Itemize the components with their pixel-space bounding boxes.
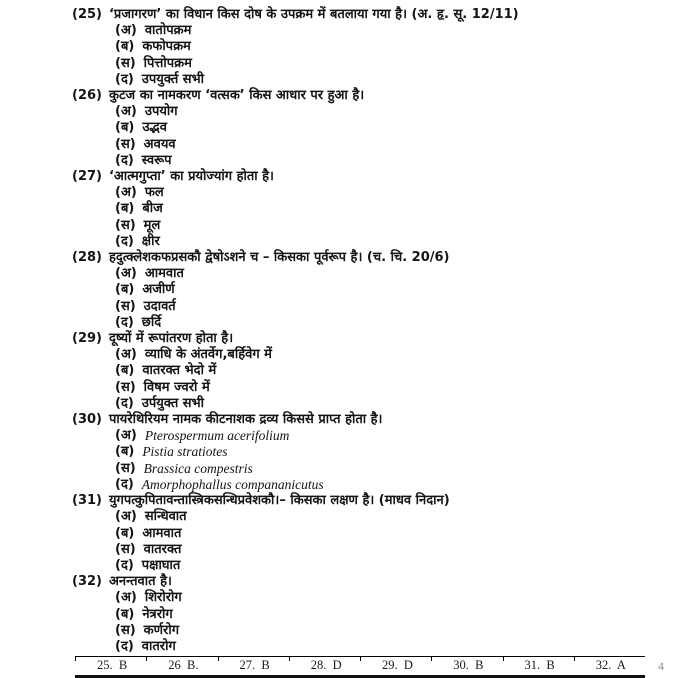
option-label: (स)	[115, 298, 136, 314]
option-label: (अ)	[115, 23, 137, 39]
option-label: (ब)	[115, 444, 135, 460]
option-label: (अ)	[115, 509, 137, 525]
option-row	[72, 23, 680, 39]
option-text: सन्धिवात	[144, 509, 187, 525]
option-label: (ब)	[115, 525, 135, 541]
option-label: (स)	[115, 136, 136, 152]
question-text: हदुत्क्लेशकफप्रसकौ द्वेषोऽशने च – किसका पूर्वरूप है। (च. चि. 20/6)	[108, 250, 450, 266]
question-block	[72, 412, 680, 493]
question-text: ‘प्रजागरण’ का विधान किस दोष के उपक्रम में बतलाया गया है। (अ. हृ. सू. 12/11)	[108, 7, 519, 22]
answer-cell: 29. D	[360, 658, 431, 673]
option-text: अजीर्ण	[142, 282, 175, 298]
question-number: (32)	[72, 574, 102, 590]
option-label: (द)	[115, 233, 134, 249]
option-label: (द)	[115, 395, 134, 411]
option-text: शिरोरोग	[144, 590, 182, 606]
option-label: (स)	[115, 622, 136, 638]
option-text: बीज	[142, 201, 163, 217]
option-text: कफोपक्रम	[142, 39, 191, 55]
option-label: (ब)	[115, 282, 135, 298]
answer-cell: 27. B	[218, 658, 289, 673]
option-label: (ब)	[115, 201, 135, 217]
option-row	[72, 590, 680, 606]
option-row	[72, 380, 680, 396]
option-text: फल	[144, 185, 164, 201]
option-row	[72, 39, 680, 55]
option-text: उद्भव	[142, 120, 167, 136]
option-text: मूल	[143, 217, 161, 233]
option-row	[72, 56, 680, 72]
option-text: व्याधि के अंतर्वेग,बर्हिवेग में	[144, 347, 272, 363]
option-row	[72, 526, 680, 542]
question-block	[72, 331, 680, 412]
option-text: क्षीर	[141, 233, 160, 249]
option-row	[72, 153, 680, 169]
option-row	[72, 201, 680, 217]
option-row	[72, 428, 680, 444]
option-text: कर्णरोग	[143, 622, 180, 638]
option-row	[72, 185, 680, 201]
option-text: उर्पयुक्त सभी	[141, 395, 205, 411]
option-row	[72, 477, 680, 493]
option-row	[72, 282, 680, 298]
option-row	[72, 266, 680, 282]
question-number: (28)	[72, 250, 102, 266]
option-row	[72, 396, 680, 412]
option-label: (अ)	[115, 104, 137, 120]
question-text: अनन्तवात है।	[108, 574, 172, 590]
option-row	[72, 315, 680, 331]
option-text: नेत्ररोग	[142, 606, 173, 622]
option-row	[72, 363, 680, 379]
option-row	[72, 234, 680, 250]
option-text: अवयव	[143, 136, 176, 152]
question-block	[72, 88, 680, 169]
question-number: (27)	[72, 169, 102, 185]
question-text: युगपत्कुपितावन्तास्त्रिकसन्धिप्रवेशकौ।– किसका लक्षण है। (माधव निदान)	[108, 493, 450, 509]
option-row	[72, 558, 680, 574]
option-label: (ब)	[115, 606, 135, 622]
answer-cell: 30. B	[431, 658, 502, 673]
option-text: पक्षाघात	[141, 557, 181, 573]
option-label: (अ)	[115, 428, 137, 444]
question-block	[72, 574, 680, 655]
option-label: (स)	[115, 541, 136, 557]
option-text: उपयोग	[144, 104, 178, 120]
option-label: (स)	[115, 460, 136, 476]
question-block	[72, 7, 680, 88]
option-row	[72, 137, 680, 153]
option-text: आमवात	[142, 525, 182, 541]
question-block	[72, 250, 680, 331]
question-number: (26)	[72, 88, 102, 104]
question-block	[72, 493, 680, 574]
option-text: वातरोग	[141, 638, 176, 654]
option-text: Pistia stratiotes	[142, 444, 228, 460]
question-text: दूष्यों में रूपांतरण होता है।	[108, 331, 234, 347]
option-label: (अ)	[115, 590, 137, 606]
option-row	[72, 444, 680, 460]
page-number: 4	[658, 659, 664, 673]
answer-cell: 25. B	[75, 658, 146, 673]
question-block	[72, 169, 680, 250]
option-label: (द)	[115, 71, 134, 87]
answer-cell: 32. A	[574, 658, 645, 673]
option-text: उपयुर्क्त सभी	[141, 71, 205, 87]
option-row	[72, 542, 680, 558]
option-text: वातरक्त भेदो में	[142, 363, 217, 379]
option-label: (अ)	[115, 266, 137, 282]
option-label: (स)	[115, 217, 136, 233]
answer-cell: 31. B	[503, 658, 574, 673]
option-label: (स)	[115, 55, 136, 71]
question-number: (31)	[72, 493, 102, 509]
option-label: (स)	[115, 379, 136, 395]
option-text: पित्तोपक्रम	[143, 55, 192, 71]
question-text: ‘आत्मगुप्ता’ का प्रयोज्यांग होता है।	[108, 169, 274, 185]
option-text: विषम ज्वरो में	[143, 379, 210, 395]
option-row	[72, 623, 680, 639]
option-label: (द)	[115, 476, 134, 492]
option-text: Pterospermum acerifolium	[144, 428, 290, 444]
option-label: (द)	[115, 638, 134, 654]
question-number: (30)	[72, 412, 102, 428]
option-text: स्वरूप	[141, 152, 172, 168]
option-text: वातोपक्रम	[144, 23, 192, 39]
option-label: (अ)	[115, 185, 137, 201]
option-label: (द)	[115, 314, 134, 330]
option-row	[72, 299, 680, 315]
answer-cell: 28. D	[289, 658, 360, 673]
option-label: (द)	[115, 152, 134, 168]
option-text: आमवात	[144, 266, 184, 282]
option-text: Brassica compestris	[143, 460, 253, 476]
option-row	[72, 104, 680, 120]
option-label: (ब)	[115, 120, 135, 136]
option-row	[72, 347, 680, 363]
option-label: (अ)	[115, 347, 137, 363]
option-row	[72, 120, 680, 136]
option-text: वातरक्त	[143, 541, 182, 557]
option-text: छर्दि	[141, 314, 162, 330]
option-row	[72, 639, 680, 655]
option-text: Amorphophallus compananicutus	[141, 476, 324, 492]
option-row	[72, 607, 680, 623]
option-label: (द)	[115, 557, 134, 573]
option-label: (ब)	[115, 363, 135, 379]
question-text: कुटज का नामकरण ‘वत्सक’ किस आधार पर हुआ है।	[108, 88, 365, 104]
option-row	[72, 218, 680, 234]
answer-key-strip	[75, 656, 645, 678]
question-number: (29)	[72, 331, 102, 347]
question-text: पायरेथिरियम नामक कीटनाशक द्रव्य किससे प्राप्त होता है।	[108, 412, 383, 428]
question-number: (25)	[72, 7, 102, 22]
option-row	[72, 72, 680, 88]
option-text: उदावर्त	[143, 298, 176, 314]
answer-cell: 26 B.	[146, 658, 217, 673]
option-label: (ब)	[115, 39, 135, 55]
option-row	[72, 509, 680, 525]
option-row	[72, 461, 680, 477]
